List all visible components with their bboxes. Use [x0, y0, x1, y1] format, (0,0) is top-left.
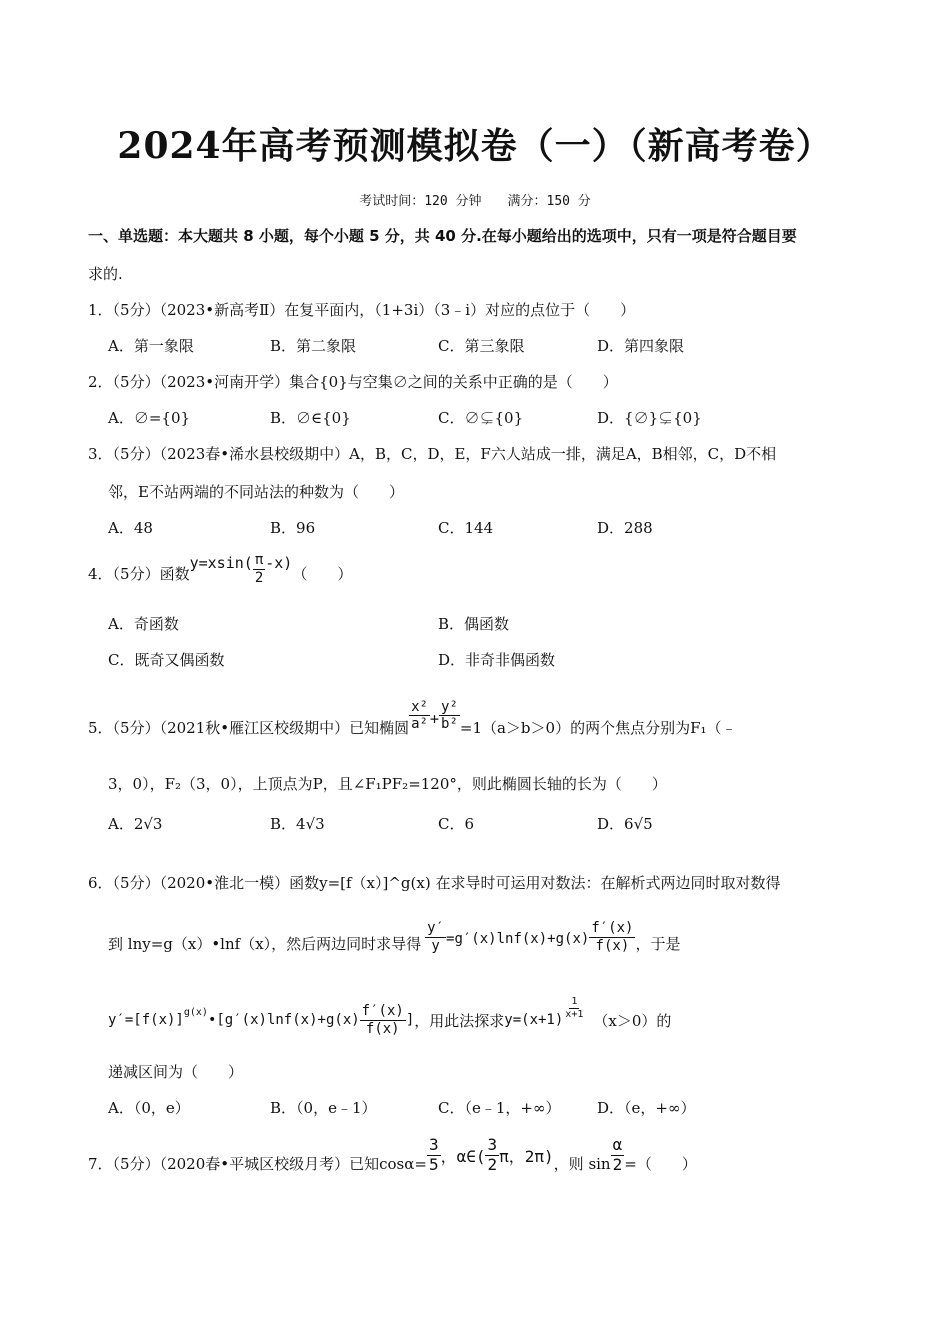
q2-option-d: D．{∅}⊊{0}: [597, 409, 702, 427]
q6-line3-mid: ，用此法探求: [414, 1011, 505, 1030]
q6-eq2-frac-num: f′(x): [361, 1003, 404, 1020]
q5-option-d: D．6√5: [597, 815, 653, 833]
q6-eq3-exp-num: 1: [571, 996, 578, 1007]
q4-frac-num: π: [254, 552, 264, 569]
q6-eq2-c: ]: [405, 1012, 415, 1028]
q7-cos-den: 5: [428, 1154, 439, 1174]
q7-sin-frac: [611, 1136, 625, 1174]
q7-cos-frac: [427, 1136, 441, 1174]
q4-prefix: 4．（5分）函数: [88, 564, 190, 583]
q5-frac-y-den: b²: [441, 715, 458, 732]
question-1: 1．（5分）（2023•新高考Ⅱ）在复平面内，（1+3i）（3﹣i）对应的点位于（ ）: [88, 301, 636, 319]
q1-option-c: C．第三象限: [438, 337, 525, 355]
question-7: [88, 1125, 697, 1185]
question-6-cont: 递减区间为（ ）: [108, 1063, 244, 1081]
q5-frac-x-den: a²: [411, 715, 428, 732]
q4-fraction: [253, 552, 265, 585]
q6-option-b: B．（0，e﹣1）: [270, 1099, 377, 1117]
q5-option-c: C．6: [438, 815, 475, 833]
q7-suffix: =（ ）: [624, 1154, 697, 1173]
q6-eq3-exp-den: x+1: [565, 1008, 584, 1020]
q6-option-c: C．（e﹣1，+∞）: [438, 1099, 561, 1117]
q4-frac-den: 2: [254, 569, 264, 586]
question-5-cont: 3，0），F₂（3，0），上顶点为P，且∠F₁PF₂=120°，则此椭圆长轴的长为（ ）: [108, 775, 667, 793]
q6-eq1-right-num: f′(x): [591, 920, 634, 937]
question-3-cont: 邻，E不站两端的不同站法的种数为（ ）: [108, 483, 404, 501]
question-3: 3．（5分）（2023春•浠水县校级期中）A，B，C，D，E，F六人站成一排，满足A，B相邻，C，D不相: [88, 445, 777, 463]
q1-option-b: B．第二象限: [270, 337, 357, 355]
q5-line1-rest: =1（a＞b＞0）的两个焦点分别为F₁（﹣: [459, 719, 737, 737]
q7-sin-num: α: [612, 1135, 623, 1155]
q1-option-d: D．第四象限: [597, 337, 685, 355]
question-5: [88, 680, 737, 740]
section-heading-cont: 求的.: [88, 265, 123, 283]
q5-frac-x-num: x²: [411, 698, 428, 715]
question-6-line2: [108, 918, 680, 968]
question-4: [88, 548, 352, 598]
q6-line3-end: （x＞0）的: [593, 1011, 672, 1030]
q6-eq1-left-num: y′: [427, 920, 445, 937]
q5-frac-y-num: y²: [441, 698, 458, 715]
q4-option-a: A．奇函数: [108, 615, 179, 633]
q5-frac-y: [439, 699, 460, 732]
page-title: 2024年高考预测模拟卷（一）（新高考卷）: [117, 125, 833, 167]
q7-mid2: π，2π): [499, 1146, 554, 1166]
q1-option-a: A．第一象限: [108, 337, 194, 355]
q6-eq3-a: y=(x+1): [504, 1012, 564, 1028]
q2-option-b: B．∅∈{0}: [270, 409, 351, 427]
q3-option-d: D．288: [597, 519, 653, 537]
q3-option-a: A．48: [108, 519, 153, 537]
q5-frac-x: [409, 699, 430, 732]
q2-option-a: A．∅={0}: [108, 409, 191, 427]
q4-formula-b: -x): [265, 554, 293, 572]
q5-option-b: B．4√3: [270, 815, 325, 833]
q7-mid3: ，则 sin: [553, 1154, 611, 1173]
q7-range-num: 3: [487, 1135, 498, 1155]
q6-eq1-left-den: y: [431, 937, 440, 954]
q3-option-c: C．144: [438, 519, 494, 537]
q6-eq1-mid: =g′(x)lnf(x)+g(x): [446, 931, 590, 947]
q7-sin-den: 2: [612, 1154, 623, 1174]
question-6-line3: [108, 995, 671, 1045]
q6-eq1-right: [589, 920, 635, 953]
q2-option-c: C．∅⊊{0}: [438, 409, 524, 427]
q4-option-b: B．偶函数: [438, 615, 510, 633]
q6-eq3-exp: [563, 996, 585, 1020]
q6-eq2-frac-den: f(x): [365, 1020, 400, 1037]
q6-eq1-left: [425, 920, 446, 953]
q6-option-a: A．（0，e）: [108, 1099, 190, 1117]
q6-line2-b: ，于是: [635, 934, 681, 953]
q4-formula-a: y=xsin(: [189, 554, 253, 572]
q7-mid1: ，α∈(: [440, 1146, 486, 1166]
q7-range-frac: [485, 1136, 499, 1174]
q4-option-c: C．既奇又偶函数: [108, 651, 225, 669]
exam-info: 考试时间：120 分钟 满分：150 分: [359, 194, 591, 209]
question-2: 2．（5分）（2023•河南开学）集合{0}与空集∅之间的关系中正确的是（ ）: [88, 373, 618, 391]
q5-prefix: 5．（5分）（2021秋•雁江区校级期中）已知椭圆: [88, 719, 410, 737]
q7-prefix: 7．（5分）（2020春•平城区校级月考）已知cosα=: [88, 1154, 427, 1173]
q6-line2-a: 到 lny=g（x）•lnf（x），然后两边同时求导得: [108, 934, 422, 953]
q6-eq2-sup: g(x): [183, 1006, 208, 1018]
q6-eq2-b: •[g′(x)lnf(x)+g(x): [207, 1012, 360, 1028]
q5-plus: +: [429, 710, 440, 728]
q3-option-b: B．96: [270, 519, 316, 537]
q6-option-d: D．（e，+∞）: [597, 1099, 696, 1117]
q6-eq1-right-den: f(x): [595, 937, 630, 954]
q5-option-a: A．2√3: [108, 815, 163, 833]
q6-eq2-frac: [360, 1003, 406, 1036]
q4-suffix: （ ）: [292, 564, 353, 583]
q7-cos-num: 3: [428, 1135, 439, 1155]
question-6: 6．（5分）（2020•淮北一模）函数y=[f（x）]^g(x) 在求导时可运用对数法：在解析式两边同时取对数得: [88, 874, 781, 892]
section-heading: 一、单选题：本大题共 8 小题，每个小题 5 分，共 40 分.在每小题给出的选项中，只有一项是符合题目要: [88, 227, 797, 245]
q7-range-den: 2: [487, 1154, 498, 1174]
q6-eq2-a: y′=[f(x)]: [108, 1012, 184, 1028]
q4-option-d: D．非奇非偶函数: [438, 651, 556, 669]
